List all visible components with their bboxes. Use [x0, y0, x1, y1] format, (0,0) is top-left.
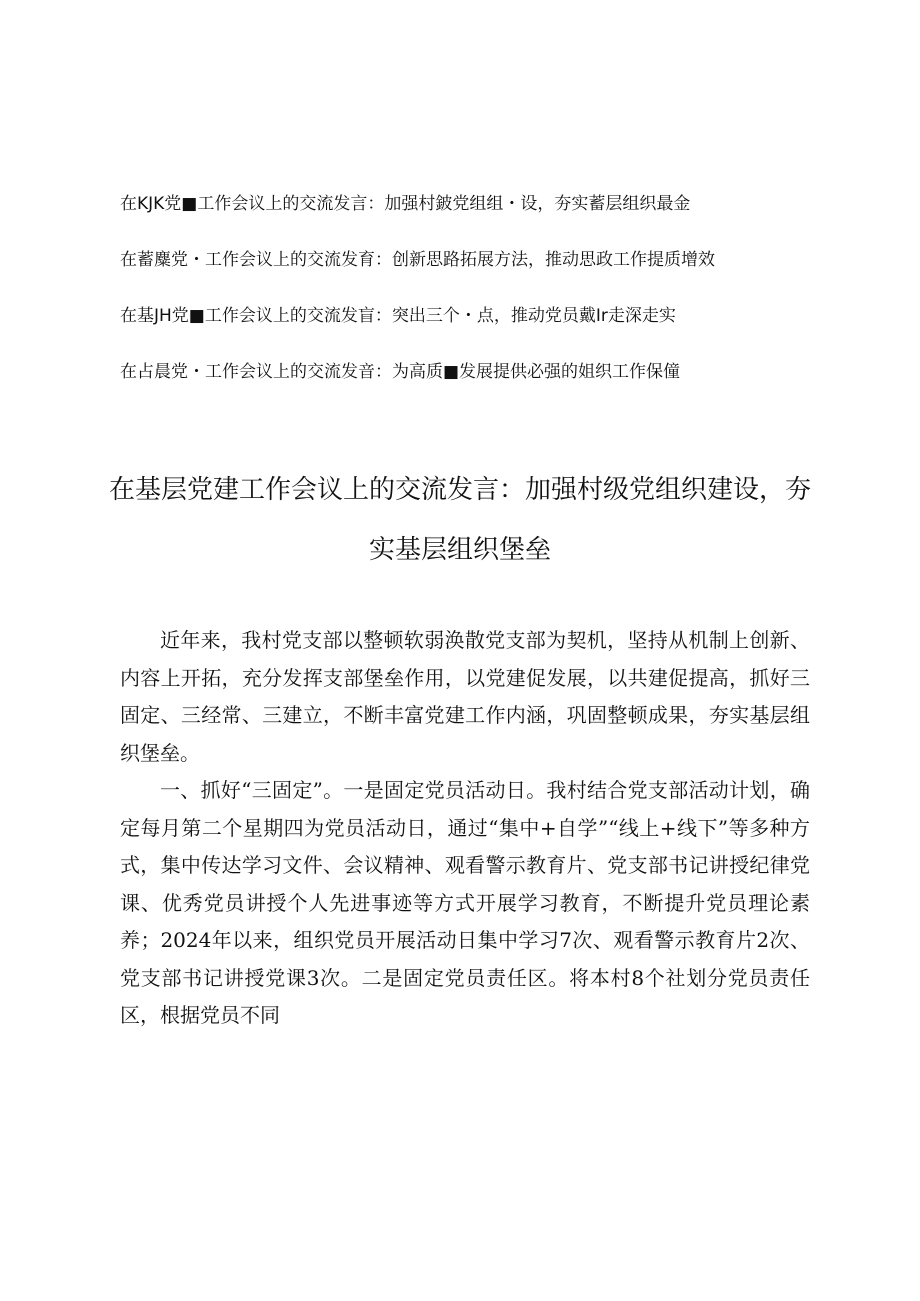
- related-article-item[interactable]: 在蓄麋党・工作会议上的交流发育：创新思路拓展方法，推动思政工作提质增效: [120, 250, 715, 270]
- article-paragraph: 近年来，我村党支部以整顿软弱涣散党支部为契机，坚持从机制上创新、内容上开拓，充分发挥支部堡垒作用，以党建促发展，以共建促提高，抓好三固定、三经常、三建立，不断丰富党建工作内涵，巩固整顿成果，夯实基层组织堡垒。: [120, 628, 810, 765]
- related-article-item[interactable]: 在KJK党■工作会议上的交流发言：加强村鈹党组组・设，夯实蓄层组织最金: [120, 194, 691, 214]
- related-article-item[interactable]: 在基JH党■工作会议上的交流发盲：突出三个・点，推动党员戴Ir走深走实: [120, 306, 676, 326]
- related-article-item[interactable]: 在占晨党・工作会议上的交流发音：为高质■发展提供必强的姐织工作保僮: [120, 362, 681, 382]
- article-body: [120, 622, 810, 1035]
- article-title: 在基层党建工作会议上的交流发言：加强村级党组织建设，夯实基层组织堡垒: [108, 475, 811, 565]
- article-paragraph: 一、抓好“三固定”。一是固定党员活动日。我村结合党支部活动计划，确定每月第二个星期四为党员活动日，通过“集中+自学”“线上+线下”等多种方式，集中传达学习文件、会议精神、观看警示教育片、党支部书记讲授纪律党课、优秀党员讲授个人先进事迹等方式开展学习教育，不断提升党员理论素养；2024年以来，组织党员开展活动日集中学习7次、观看警示教育片2次、党支部书记讲授党课3次。二是固定党员责任区。将本村8个社划分党员责任区，根据党员不同: [120, 778, 810, 1027]
- related-articles-list: [120, 190, 820, 414]
